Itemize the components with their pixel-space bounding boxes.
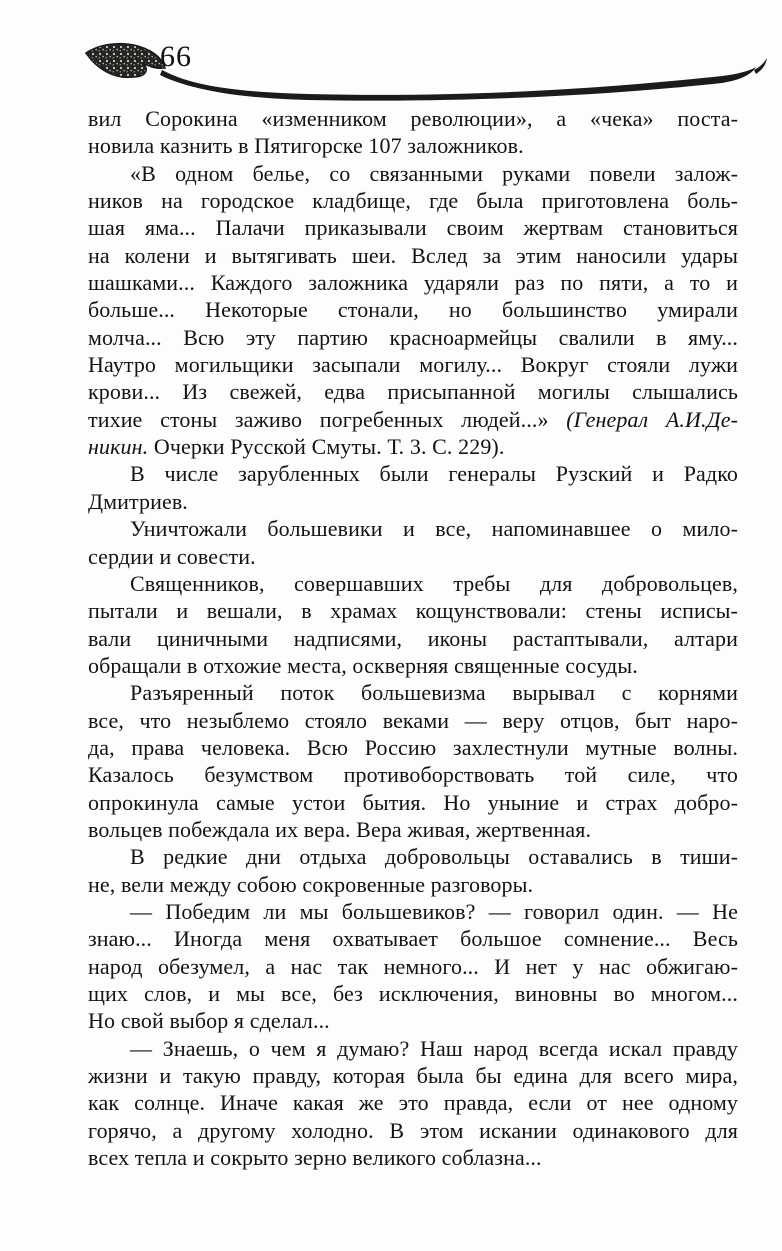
text-segment: новила казнить в Пятигорске 107 заложников. [88, 133, 524, 159]
text-line [88, 980, 738, 1007]
text-segment: вольцев побеждала их вера. Вера живая, жертвенная. [88, 816, 592, 842]
text-segment: всех тепла и сокрыто зерно великого соблазна... [88, 1145, 542, 1171]
text-line [88, 707, 738, 734]
text-segment: шая яма... Палачи приказывали своим жертвам становиться [88, 215, 738, 241]
text-segment: Уничтожали большевики и все, напоминавшее о мило- [130, 516, 738, 542]
text-segment: Разъяренный поток большевизма вырывал с корнями [130, 680, 738, 706]
text-segment: В редкие дни отдыха добровольцы оставались в тиши- [130, 844, 738, 870]
text-segment: больше... Некоторые стонали, но большинство умирали [88, 297, 738, 323]
text-line [88, 515, 738, 542]
text-segment: народ обезумел, а нас так немного... И нет у нас обжигаю- [88, 953, 738, 979]
text-line [88, 570, 738, 597]
text-line [88, 433, 738, 460]
text-line [88, 406, 738, 433]
text-line [88, 543, 738, 570]
text-segment: да, права человека. Всю Россию захлестнули мутные волны. [88, 734, 738, 760]
text-segment: Наутро могильщики засыпали могилу... Вокруг стояли лужи [88, 352, 738, 378]
text-segment: вил Сорокина «изменником революции», а «чека» поста- [88, 106, 738, 131]
text-segment: тихие стоны заживо погребенных людей...» [88, 406, 567, 432]
citation-italic-segment: никин. [88, 434, 149, 460]
text-line [88, 460, 738, 487]
text-line [88, 488, 738, 515]
page-number: 66 [160, 40, 192, 73]
text-segment: Казалось безумством противоборствовать той силе, что [88, 762, 738, 788]
text-line [88, 1144, 738, 1171]
text-line [88, 105, 738, 132]
text-line [88, 324, 738, 351]
text-segment: знаю... Иногда меня охватывает большое сомнение... Весь [88, 926, 738, 952]
text-segment: Священников, совершавших требы для добровольцев, [130, 570, 738, 596]
rule-end-hook [754, 58, 767, 74]
text-line [88, 843, 738, 870]
text-line [88, 816, 738, 843]
text-segment: шашками... Каждого заложника ударяли раз по пяти, а то и [88, 270, 738, 296]
page-header [0, 0, 782, 110]
text-line [88, 378, 738, 405]
text-segment: жизни и такую правду, которая была бы едина для всего мира, [88, 1063, 738, 1089]
leaf-ornament [86, 44, 165, 78]
text-line [88, 734, 738, 761]
text-line [88, 242, 738, 269]
text-segment: В числе зарубленных были генералы Рузский и Радко [130, 461, 738, 487]
text-line [88, 1035, 738, 1062]
text-line [88, 187, 738, 214]
text-line [88, 953, 738, 980]
text-line [88, 871, 738, 898]
text-line [88, 296, 738, 323]
text-line [88, 652, 738, 679]
text-line [88, 1062, 738, 1089]
text-segment: «В одном белье, со связанными руками повели залож- [130, 160, 738, 186]
text-segment: Очерки Русской Смуты. Т. 3. С. 229). [148, 434, 505, 460]
text-segment: Но свой выбор я сделал... [88, 1008, 330, 1034]
text-block [88, 105, 738, 1171]
text-segment: сердии и совести. [88, 543, 256, 569]
text-segment: вали циничными надписями, иконы растаптывали, алтари [88, 625, 738, 651]
text-line [88, 789, 738, 816]
text-line [88, 132, 738, 159]
text-line [88, 679, 738, 706]
text-segment: горячо, а другому холодно. В этом искании одинакового для [88, 1117, 738, 1143]
text-line [88, 1089, 738, 1116]
text-line [88, 898, 738, 925]
text-line [88, 597, 738, 624]
text-line [88, 160, 738, 187]
text-segment: крови... Из свежей, едва присыпанной могилы слышались [88, 379, 738, 405]
text-line [88, 1117, 738, 1144]
citation-italic-segment: (Генерал А.И.Де- [566, 406, 738, 432]
text-segment: — Знаешь, о чем я думаю? Наш народ всегда искал правду [130, 1035, 738, 1061]
tapered-rule [160, 67, 756, 101]
text-segment: Дмитриев. [88, 488, 188, 514]
text-line [88, 625, 738, 652]
text-segment: щих слов, и мы все, без исключения, виновны во многом... [88, 981, 738, 1006]
text-segment: обращали в отхожие места, оскверняя священные сосуды. [88, 652, 638, 678]
text-line [88, 214, 738, 241]
text-line [88, 761, 738, 788]
text-segment: все, что незыблемо стояло веками — веру отцов, быт наро- [88, 707, 738, 733]
text-segment: ников на городское кладбище, где была приготовлена боль- [88, 188, 738, 214]
text-segment: — Победим ли мы большевиков? — говорил один. — Не [130, 898, 738, 924]
text-line [88, 925, 738, 952]
text-segment: как солнце. Иначе какая же это правда, если от нее одному [88, 1090, 738, 1116]
text-segment: не, вели между собою сокровенные разговоры. [88, 871, 534, 897]
text-segment: на колени и вытягивать шеи. Вслед за этим наносили удары [88, 242, 738, 268]
text-line [88, 1007, 738, 1034]
text-line [88, 269, 738, 296]
text-line [88, 351, 738, 378]
text-segment: молча... Всю эту партию красноармейцы свалили в яму... [88, 324, 738, 350]
text-segment: пытали и вешали, в храмах кощунствовали: стены исписы- [88, 598, 738, 624]
text-segment: опрокинула самые устои бытия. Но уныние и страх добро- [88, 789, 738, 815]
